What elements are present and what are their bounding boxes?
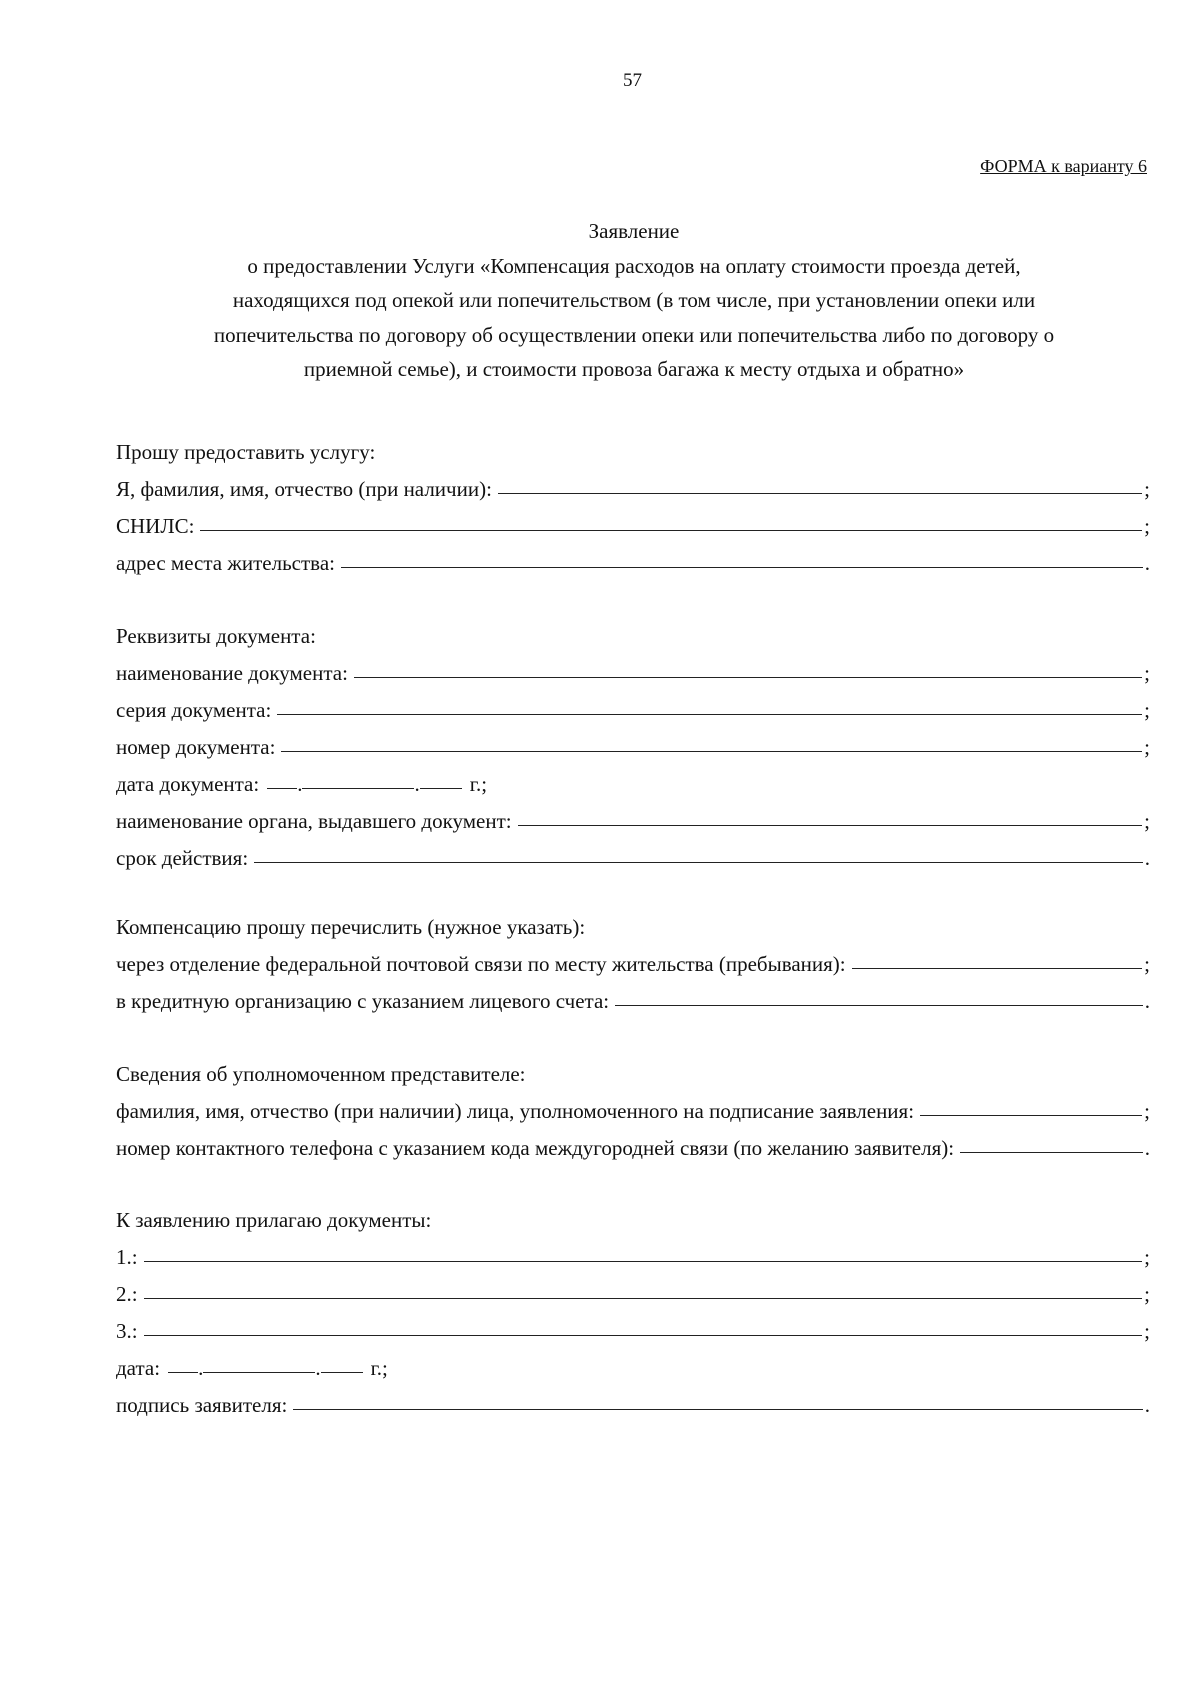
attachment-field[interactable]	[144, 1297, 1143, 1299]
page-number: 57	[623, 70, 642, 91]
signature-label: подпись заявителя:	[116, 1393, 288, 1417]
row-end: ;	[1144, 1319, 1150, 1343]
attachment-number: 1.:	[116, 1245, 138, 1269]
title-line: о предоставлении Услуги «Компенсация расходов на оплату стоимости проезда детей,	[247, 253, 1021, 278]
representative-name-label: фамилия, имя, отчество (при наличии) лица, уполномоченного на подписание заявления:	[116, 1099, 915, 1123]
document-validity-label: срок действия:	[116, 846, 249, 870]
row-end: ;	[1144, 477, 1150, 501]
document-name-label: наименование документа:	[116, 661, 348, 685]
attachment-field[interactable]	[144, 1334, 1143, 1336]
date-day-field[interactable]	[267, 787, 297, 789]
row-end: ;	[1144, 514, 1150, 538]
date-month-field[interactable]	[302, 787, 414, 789]
date-separator: .	[315, 1356, 321, 1380]
row-end: ;	[1144, 1282, 1150, 1306]
row-end: ;	[1144, 698, 1150, 722]
document-number-row	[116, 723, 1150, 760]
signature-row	[116, 1381, 1150, 1418]
signature-field[interactable]	[293, 1408, 1142, 1410]
document-name-field[interactable]	[354, 676, 1142, 678]
title-line: приемной семье), и стоимости провоза багажа к месту отдыха и обратно»	[303, 357, 965, 381]
representative-section	[116, 1050, 1150, 1161]
document-series-field[interactable]	[277, 713, 1142, 715]
row-end: ;	[1144, 809, 1150, 833]
date-suffix: г.;	[469, 772, 488, 796]
date-year-field[interactable]	[321, 1371, 363, 1373]
title-line: попечительства по договору об осуществлении опеки или попечительства либо по договору о	[213, 322, 1055, 347]
document-series-row	[116, 686, 1150, 723]
applicant-name-row	[116, 465, 1150, 502]
compensation-post-field[interactable]	[852, 967, 1143, 969]
row-end: .	[1144, 551, 1150, 575]
compensation-bank-row	[116, 977, 1150, 1014]
representative-phone-label: номер контактного телефона с указанием кода междугородней связи (по желанию заявителя):	[116, 1136, 955, 1160]
compensation-heading: Компенсацию прошу перечислить (нужное указать):	[116, 915, 586, 939]
date-year-field[interactable]	[420, 787, 462, 789]
row-end: ;	[1144, 1099, 1150, 1123]
snils-field[interactable]	[200, 529, 1142, 531]
attachment-row	[116, 1270, 1150, 1307]
document-issuer-row	[116, 797, 1150, 834]
date-suffix: г.;	[370, 1356, 388, 1380]
document-issuer-field[interactable]	[518, 824, 1143, 826]
application-title	[114, 214, 1154, 387]
row-end: .	[1144, 1136, 1150, 1160]
address-label: адрес места жительства:	[116, 551, 335, 575]
snils-row	[116, 502, 1150, 539]
representative-name-row	[116, 1087, 1150, 1124]
application-date-label: дата:	[116, 1356, 161, 1380]
applicant-name-label: Я, фамилия, имя, отчество (при наличии):	[116, 477, 492, 501]
row-end: ;	[1144, 1245, 1150, 1269]
date-day-field[interactable]	[168, 1371, 198, 1373]
document-heading: Реквизиты документа:	[116, 624, 316, 648]
row-end: .	[1144, 989, 1150, 1013]
compensation-section	[116, 903, 1150, 1014]
applicant-section	[116, 428, 1150, 576]
date-separator: .	[198, 1356, 204, 1380]
row-end: ;	[1144, 952, 1150, 976]
representative-phone-field[interactable]	[960, 1151, 1143, 1153]
date-separator: .	[297, 772, 303, 796]
attachment-number: 3.:	[116, 1319, 138, 1343]
document-number-label: номер документа:	[116, 735, 276, 759]
attachments-section	[116, 1196, 1150, 1418]
document-date-label: дата документа:	[116, 772, 260, 796]
document-number-field[interactable]	[281, 750, 1142, 752]
document-series-label: серия документа:	[116, 698, 272, 722]
attachments-heading: К заявлению прилагаю документы:	[116, 1208, 432, 1232]
document-section	[116, 612, 1150, 871]
compensation-post-label: через отделение федеральной почтовой связи по месту жительства (пребывания):	[116, 952, 846, 976]
applicant-heading: Прошу предоставить услугу:	[116, 440, 376, 464]
address-field[interactable]	[341, 566, 1143, 568]
compensation-bank-label: в кредитную организацию с указанием лицевого счета:	[116, 989, 610, 1013]
attachment-number: 2.:	[116, 1282, 138, 1306]
representative-name-field[interactable]	[920, 1114, 1142, 1116]
document-date-row	[116, 760, 1150, 797]
applicant-name-field[interactable]	[498, 492, 1142, 494]
document-validity-field[interactable]	[254, 861, 1143, 863]
row-end: ;	[1144, 735, 1150, 759]
date-separator: .	[414, 772, 420, 796]
document-issuer-label: наименование органа, выдавшего документ:	[116, 809, 512, 833]
row-end: .	[1144, 1393, 1150, 1417]
row-end: .	[1144, 846, 1150, 870]
compensation-bank-field[interactable]	[615, 1004, 1143, 1006]
attachment-row	[116, 1307, 1150, 1344]
representative-phone-row	[116, 1124, 1150, 1161]
representative-heading: Сведения об уполномоченном представителе:	[116, 1062, 526, 1086]
document-validity-row	[116, 834, 1150, 871]
attachment-row	[116, 1233, 1150, 1270]
snils-label: СНИЛС:	[116, 514, 195, 538]
address-row	[116, 539, 1150, 576]
form-reference: ФОРМА к варианту 6	[980, 156, 1147, 176]
row-end: ;	[1144, 661, 1150, 685]
title-line: Заявление	[588, 219, 680, 243]
title-line: находящихся под опекой или попечительством (в том числе, при установлении опеки или	[232, 288, 1036, 312]
compensation-post-row	[116, 940, 1150, 977]
application-date-row	[116, 1344, 1150, 1381]
document-name-row	[116, 649, 1150, 686]
attachment-field[interactable]	[144, 1260, 1143, 1262]
date-month-field[interactable]	[203, 1371, 315, 1373]
